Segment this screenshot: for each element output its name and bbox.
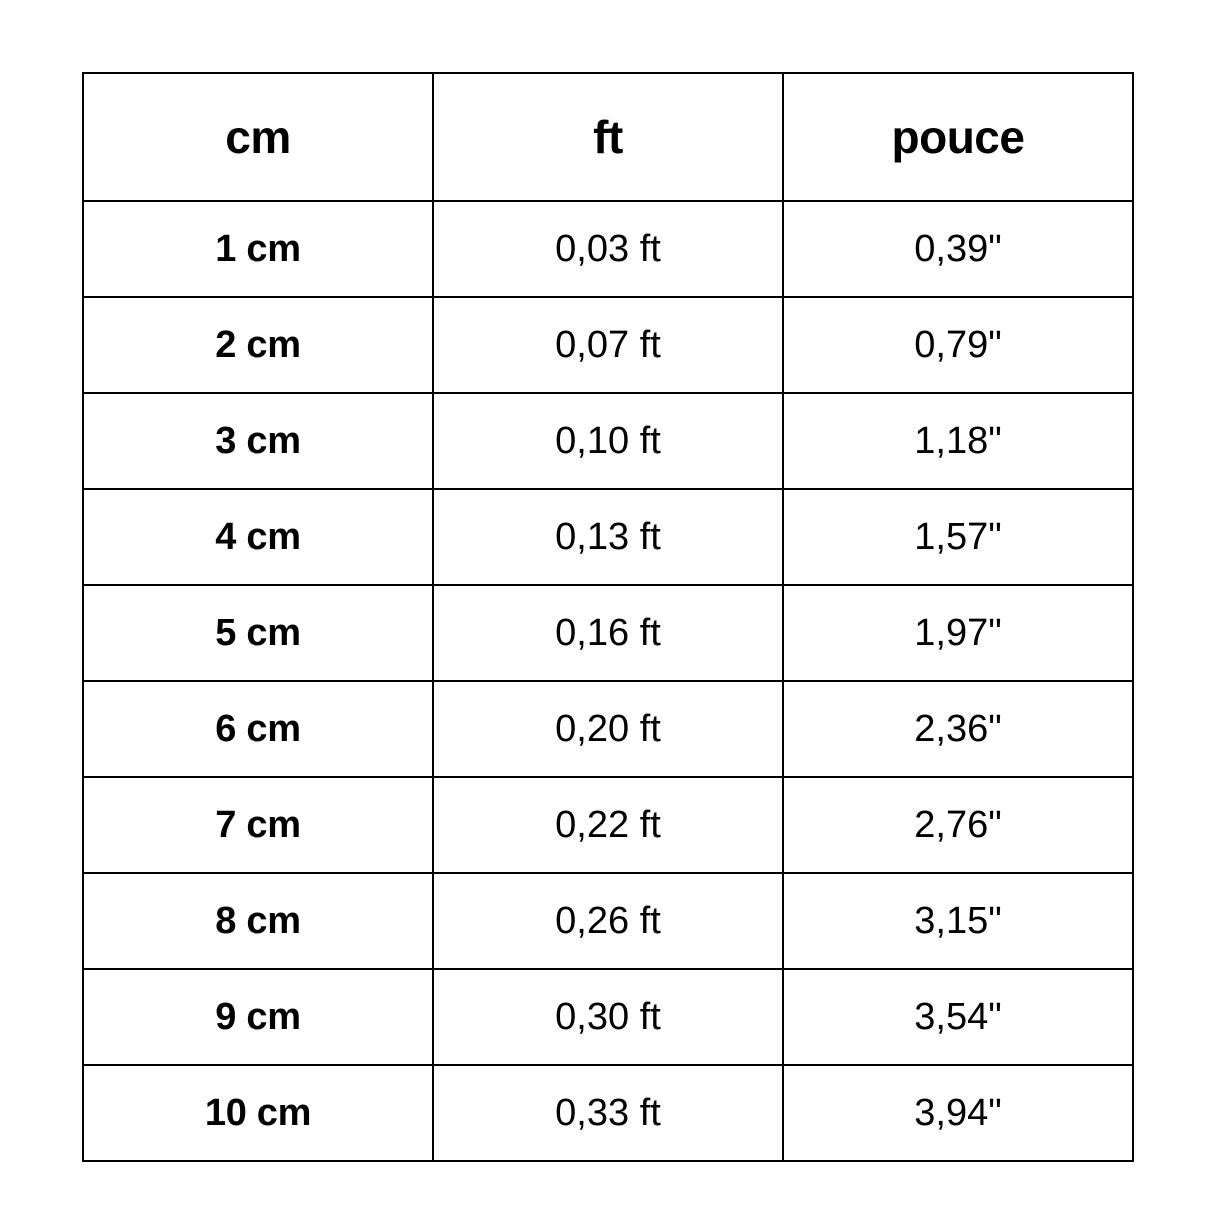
table-row (83, 393, 1133, 489)
table-row (83, 1065, 1133, 1161)
cell-inch: 0,79" (783, 297, 1133, 393)
cell-inch: 3,15" (783, 873, 1133, 969)
table-body (83, 201, 1133, 1161)
cell-cm: 5 cm (83, 585, 433, 681)
table-row (83, 297, 1133, 393)
cell-cm: 4 cm (83, 489, 433, 585)
cell-ft: 0,20 ft (433, 681, 783, 777)
cell-inch: 3,54" (783, 969, 1133, 1065)
table-row (83, 201, 1133, 297)
cell-cm: 7 cm (83, 777, 433, 873)
cell-cm: 8 cm (83, 873, 433, 969)
cell-ft: 0,30 ft (433, 969, 783, 1065)
column-header-cm: cm (83, 73, 433, 201)
cell-ft: 0,07 ft (433, 297, 783, 393)
cell-inch: 3,94" (783, 1065, 1133, 1161)
column-header-ft: ft (433, 73, 783, 201)
table-row (83, 969, 1133, 1065)
table-header (83, 73, 1133, 201)
cell-ft: 0,13 ft (433, 489, 783, 585)
cell-ft: 0,33 ft (433, 1065, 783, 1161)
cell-ft: 0,10 ft (433, 393, 783, 489)
table-row (83, 873, 1133, 969)
table-row (83, 585, 1133, 681)
cell-inch: 1,57" (783, 489, 1133, 585)
cell-inch: 1,18" (783, 393, 1133, 489)
conversion-table-container (82, 72, 1132, 1142)
column-header-pouce: pouce (783, 73, 1133, 201)
cell-inch: 2,76" (783, 777, 1133, 873)
conversion-table (82, 72, 1134, 1162)
cell-cm: 6 cm (83, 681, 433, 777)
table-header-row (83, 73, 1133, 201)
table-row (83, 489, 1133, 585)
table-row (83, 681, 1133, 777)
cell-ft: 0,03 ft (433, 201, 783, 297)
cell-cm: 9 cm (83, 969, 433, 1065)
cell-cm: 1 cm (83, 201, 433, 297)
cell-ft: 0,16 ft (433, 585, 783, 681)
cell-cm: 2 cm (83, 297, 433, 393)
cell-ft: 0,22 ft (433, 777, 783, 873)
cell-inch: 2,36" (783, 681, 1133, 777)
cell-inch: 1,97" (783, 585, 1133, 681)
table-row (83, 777, 1133, 873)
cell-cm: 10 cm (83, 1065, 433, 1161)
cell-cm: 3 cm (83, 393, 433, 489)
cell-inch: 0,39" (783, 201, 1133, 297)
cell-ft: 0,26 ft (433, 873, 783, 969)
